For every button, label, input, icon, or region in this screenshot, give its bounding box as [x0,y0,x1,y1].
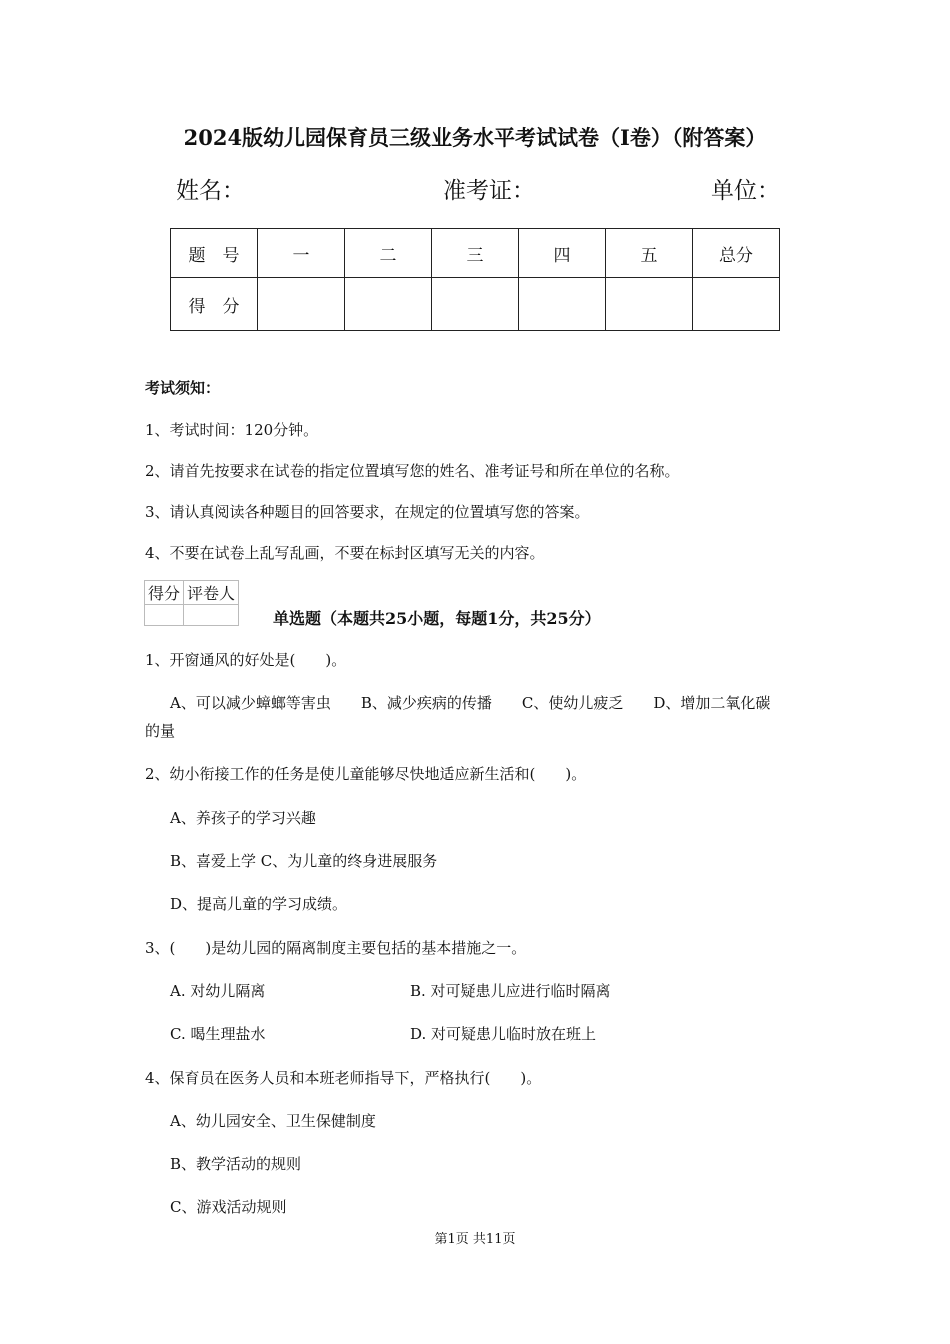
question-option: C. 喝生理盐水 [170,1025,266,1043]
question-option: A、养孩子的学习兴趣 [170,809,316,827]
exam-id-field-label: 准考证： [443,178,535,204]
score-table-header-row [171,229,780,278]
question-stem: 4、保育员在医务人员和本班老师指导下，严格执行( )。 [145,1069,542,1087]
unit-field-label: 单位： [711,178,780,204]
question-option: A. 对幼儿隔离 [170,982,266,1000]
question-option: C、游戏活动规则 [170,1198,287,1216]
question-stem: 2、幼小衔接工作的任务是使儿童能够尽快地适应新生活和( )。 [145,765,587,783]
score-cell[interactable] [432,278,519,331]
question-option: B、教学活动的规则 [170,1155,302,1173]
grader-table [144,580,239,626]
question-option: D、提高儿童的学习成绩。 [170,895,348,913]
score-row-label: 得 分 [171,278,258,331]
section-title: 单选题（本题共25小题，每题1分，共25分） [273,609,601,628]
score-header-cell: 四 [519,229,606,278]
grader-score-label: 得分 [145,581,184,605]
question-option: B、喜爱上学 C、为儿童的终身进展服务 [170,852,438,870]
question-option: D. 对可疑患儿临时放在班上 [410,1025,597,1043]
question-stem: 3、( )是幼儿园的隔离制度主要包括的基本措施之一。 [145,939,527,957]
score-header-cell: 题 号 [171,229,258,278]
score-header-cell: 总分 [693,229,780,278]
score-cell[interactable] [258,278,345,331]
score-header-cell: 一 [258,229,345,278]
name-field-label: 姓名： [176,178,245,204]
notice-item: 1、考试时间：120分钟。 [145,421,319,439]
question-options-continued: 的量 [145,722,176,740]
page-title: 2024版幼儿园保育员三级业务水平考试试卷（I卷）（附答案） [183,125,767,150]
question-options: A、可以减少蟑螂等害虫 B、减少疾病的传播 C、使幼儿疲乏 D、增加二氧化碳 [170,694,771,712]
score-cell[interactable] [345,278,432,331]
question-option: A、幼儿园安全、卫生保健制度 [170,1112,376,1130]
notice-heading: 考试须知： [145,379,221,397]
score-cell[interactable] [693,278,780,331]
page-footer: 第1页 共11页 [434,1232,516,1247]
question-option: B. 对可疑患儿应进行临时隔离 [410,982,611,1000]
score-cell[interactable] [606,278,693,331]
grader-score-cell[interactable] [145,605,184,626]
score-table [170,228,780,331]
notice-item: 3、请认真阅读各种题目的回答要求，在规定的位置填写您的答案。 [145,503,590,521]
score-cell[interactable] [519,278,606,331]
grader-reviewer-label: 评卷人 [184,581,239,605]
notice-item: 2、请首先按要求在试卷的指定位置填写您的姓名、准考证号和所在单位的名称。 [145,462,680,480]
score-header-cell: 五 [606,229,693,278]
score-header-cell: 二 [345,229,432,278]
score-header-cell: 三 [432,229,519,278]
grader-reviewer-cell[interactable] [184,605,239,626]
notice-item: 4、不要在试卷上乱写乱画，不要在标封区填写无关的内容。 [145,544,545,562]
score-table-score-row [171,278,780,331]
question-stem: 1、开窗通风的好处是( )。 [145,651,347,669]
